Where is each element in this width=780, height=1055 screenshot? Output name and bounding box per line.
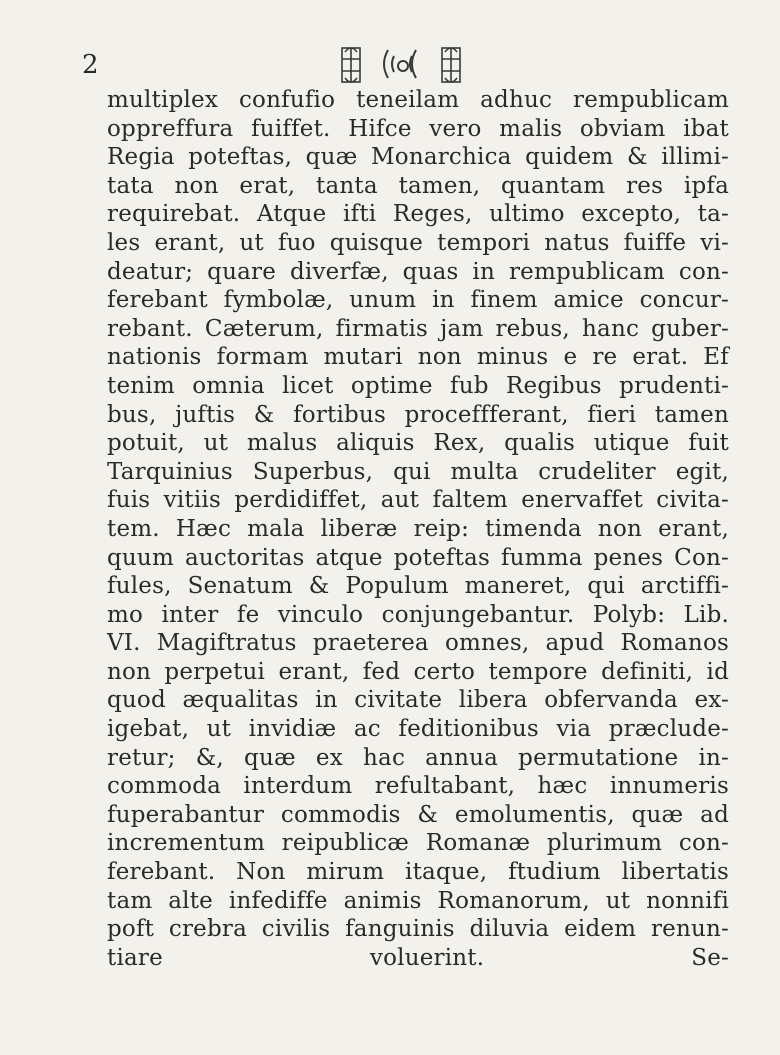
text-line: tam alte infediffe animis Romanorum, ut nonnifi	[107, 887, 729, 914]
page-header	[0, 40, 780, 90]
text-line: oppreffura fuiffet. Hifce vero malis obviam ibat	[107, 115, 729, 142]
text-line: bus, juftis & fortibus proceffferant, fieri tamen	[107, 401, 729, 428]
text-line: non perpetui erant, fed certo tempore definiti, id	[107, 658, 729, 685]
text-line: Regia poteftas, quæ Monarchica quidem & illimi-	[107, 144, 729, 171]
text-line: commoda interdum refultabant, hæc innumeris	[107, 773, 729, 800]
page-number: 2	[82, 50, 99, 80]
text-line: quum auctoritas atque poteftas fumma penes Con-	[107, 544, 729, 571]
text-line: tem. Hæc mala liberæ reip: timenda non erant,	[107, 515, 729, 542]
text-line: ferebant. Non mirum itaque, ftudium libertatis	[107, 859, 729, 886]
text-line: fules, Senatum & Populum maneret, qui arctiffi-	[107, 573, 729, 600]
text-line: VI. Magiftratus praeterea omnes, apud Romanos	[107, 630, 729, 657]
text-line: potuit, ut malus aliquis Rex, qualis utique fuit	[107, 430, 729, 457]
text-line: deatur; quare diverfæ, quas in rempublicam con-	[107, 258, 729, 285]
text-line: rebant. Cæterum, firmatis jam rebus, hanc guber-	[107, 315, 729, 342]
text-line: nationis formam mutari non minus e re erat. Ef	[107, 344, 729, 371]
fleuron-ornament-icon	[340, 42, 500, 86]
text-line: tata non erat, tanta tamen, quantam res ipfa	[107, 172, 729, 199]
body-text	[107, 86, 729, 972]
text-line: retur; &, quæ ex hac annua permutatione in-	[107, 744, 729, 771]
text-line: poft crebra civilis fanguinis diluvia eidem renun-	[107, 916, 729, 943]
text-line: Tarquinius Superbus, qui multa crudeliter egit,	[107, 458, 729, 485]
text-line: ferebant fymbolæ, unum in finem amice concur-	[107, 287, 729, 314]
text-line: requirebat. Atque ifti Reges, ultimo excepto, ta-	[107, 201, 729, 228]
text-line: tiare voluerint. Se-	[107, 944, 729, 971]
text-line: quod æqualitas in civitate libera obfervanda ex-	[107, 687, 729, 714]
text-line: multiplex confufio teneilam adhuc rempublicam	[107, 87, 729, 113]
text-line: mo inter fe vinculo conjungebantur. Polyb: Lib.	[107, 601, 729, 628]
text-line: les erant, ut fuo quisque tempori natus fuiffe vi-	[107, 229, 729, 256]
text-line: fuperabantur commodis & emolumentis, quæ ad	[107, 801, 729, 828]
text-line: incrementum reipublicæ Romanæ plurimum con-	[107, 830, 729, 857]
text-line: igebat, ut invidiæ ac feditionibus via præclude-	[107, 716, 729, 743]
text-line: tenim omnia licet optime fub Regibus prudenti-	[107, 372, 729, 399]
text-line: fuis vitiis perdidiffet, aut faltem enervaffet civita-	[107, 487, 729, 514]
